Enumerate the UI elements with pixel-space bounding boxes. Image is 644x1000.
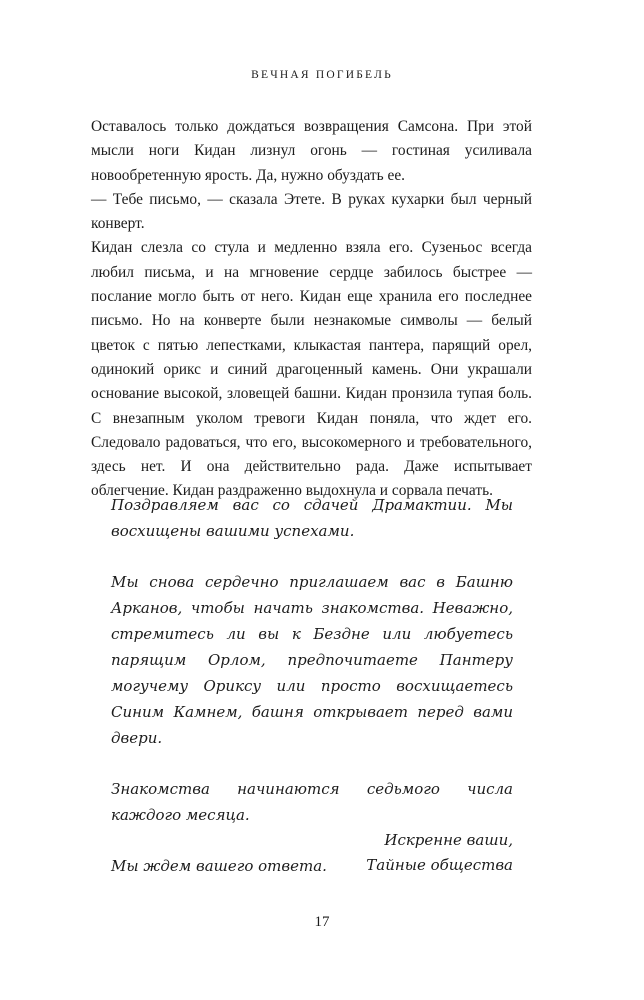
signature-line: Тайные общества [366,856,513,874]
page-number: 17 [314,914,330,930]
letter-paragraph: Поздравляем вас со сдачей Драмактии. Мы восхищены вашими успехами. [111,496,513,540]
body-text [91,115,532,504]
body-paragraph: — Тебе письмо, — сказала Этете. В руках кухарки был черный конверт. [91,190,532,233]
running-head: ВЕЧНАЯ ПОГИБЕЛЬ [251,69,393,81]
body-paragraph: Оставалось только дождаться возвращения Самсона. При этой мысли ноги Кидан лизнул огонь — гостиная усиливала новообретенную ярость. Да, нужно обуздать ее. [91,118,532,184]
body-paragraph: Кидан слезла со стула и медленно взяла его. Сузеньос всегда любил письма, и на мгновение сердце забилось быстрее — послание могло быть от него. Кидан еще хранила его последнее письмо. Но на конверте были незнакомые символы — белый цветок с пятью лепестками, клыкастая пантера, парящий орел, одинокий орикс и синий драгоценный камень. Они украшали основание высокой, зловещей башни. Кидан пронзила тупая боль. С внезапным уколом тревоги Кидан поняла, что ждет его. Следовало радоваться, что его, высокомерного и требовательного, здесь нет. И она действительно рада. Даже испытывает облегчение. Кидан раздраженно выдохнула и сорвала печать. [91,239,532,500]
letter-signature [366,828,513,878]
letter-paragraph: Мы снова сердечно приглашаем вас в Башню Арканов, чтобы начать знакомства. Неважно, стремитесь ли вы к Бездне или любуетесь парящим Орлом, предпочитаете Пантеру могучему Ориксу или просто восхищаетесь Синим Камнем, башня открывает перед вами двери. [111,573,513,747]
letter-paragraph: Знакомства начинаются седьмого числа каждого месяца. [111,780,513,824]
signature-line: Искренне ваши, [384,831,513,849]
letter-paragraph: Мы ждем вашего ответа. [111,857,327,875]
